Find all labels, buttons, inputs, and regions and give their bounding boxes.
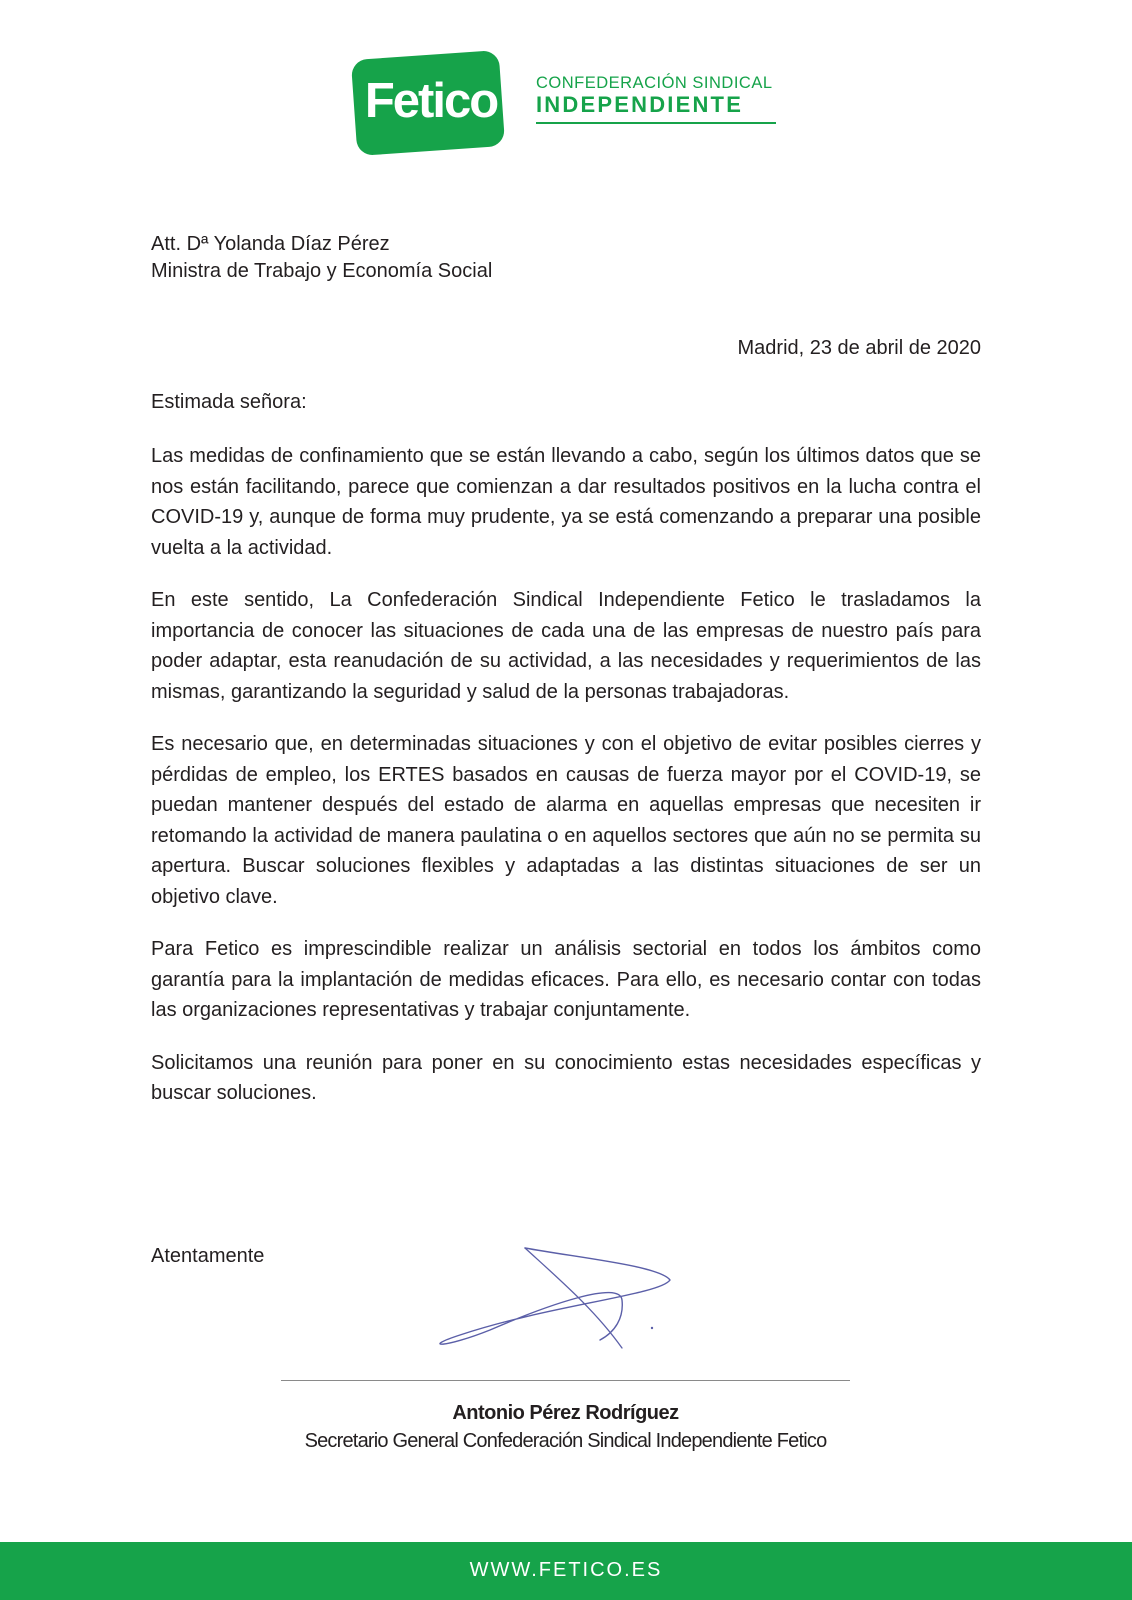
logo-word: Fetico xyxy=(364,74,498,128)
logo-underline xyxy=(536,122,776,124)
fetico-logo xyxy=(354,52,780,156)
body-paragraph-5: Solicitamos una reunión para poner en su conocimiento estas necesidades específicas y buscar soluciones. xyxy=(151,1051,981,1104)
signer-name: Antonio Pérez Rodríguez xyxy=(452,1402,679,1424)
logo-tagline-line2: INDEPENDIENTE xyxy=(536,92,744,117)
logo-tagline-line1: CONFEDERACIÓN SINDICAL xyxy=(536,74,773,92)
handwritten-signature xyxy=(430,1240,690,1355)
body-paragraph-1: Las medidas de confinamiento que se están llevando a cabo, según los últimos datos que se nos están facilitando, parece que comienzan a dar resultados positivos en la lucha contra el COVID-19 y, aunque de forma muy prudente, ya se está comenzando a preparar una posible vuelta a la actividad. xyxy=(151,445,981,559)
signer-role: Secretario General Confederación Sindical Independiente Fetico xyxy=(304,1430,827,1452)
body-paragraph-4: Para Fetico es imprescindible realizar un análisis sectorial en todos los ámbitos como garantía para la implantación de medidas eficaces. Para ello, es necesario contar con todas las organizaciones representativas y trabajar conjuntamente. xyxy=(151,938,981,1021)
letter-date: Madrid, 23 de abril de 2020 xyxy=(737,337,981,359)
body-paragraph-3: Es necesario que, en determinadas situaciones y con el objetivo de evitar posibles cierres y pérdidas de empleo, los ERTES basados en causas de fuerza mayor por el COVID-19, se puedan mantener después del estado de alarma en aquellas empresas que necesiten ir retomando la actividad de manera paulatina o en aquellos sectores que aún no se permita su apertura. Buscar soluciones flexibles y adaptadas a las distintas situaciones de ser un objetivo clave. xyxy=(151,733,981,908)
recipient-title: Ministra de Trabajo y Economía Social xyxy=(151,260,493,282)
recipient-block xyxy=(151,231,492,285)
closing: Atentamente xyxy=(151,1245,265,1267)
signature-line xyxy=(281,1380,850,1381)
salutation: Estimada señora: xyxy=(151,391,307,413)
recipient-name: Att. Dª Yolanda Díaz Pérez xyxy=(151,233,390,255)
footer-bar xyxy=(0,1542,1132,1600)
body-paragraph-2: En este sentido, La Confederación Sindical Independiente Fetico le trasladamos la importancia de conocer las situaciones de cada una de las empresas de nuestro país para poder adaptar, esta reanudación de su actividad, a las necesidades y requerimientos de las mismas, garantizando la seguridad y salud de la personas trabajadoras. xyxy=(151,589,981,703)
letter-body xyxy=(151,441,981,1131)
footer-website-link[interactable]: WWW.FETICO.ES xyxy=(469,1559,663,1581)
